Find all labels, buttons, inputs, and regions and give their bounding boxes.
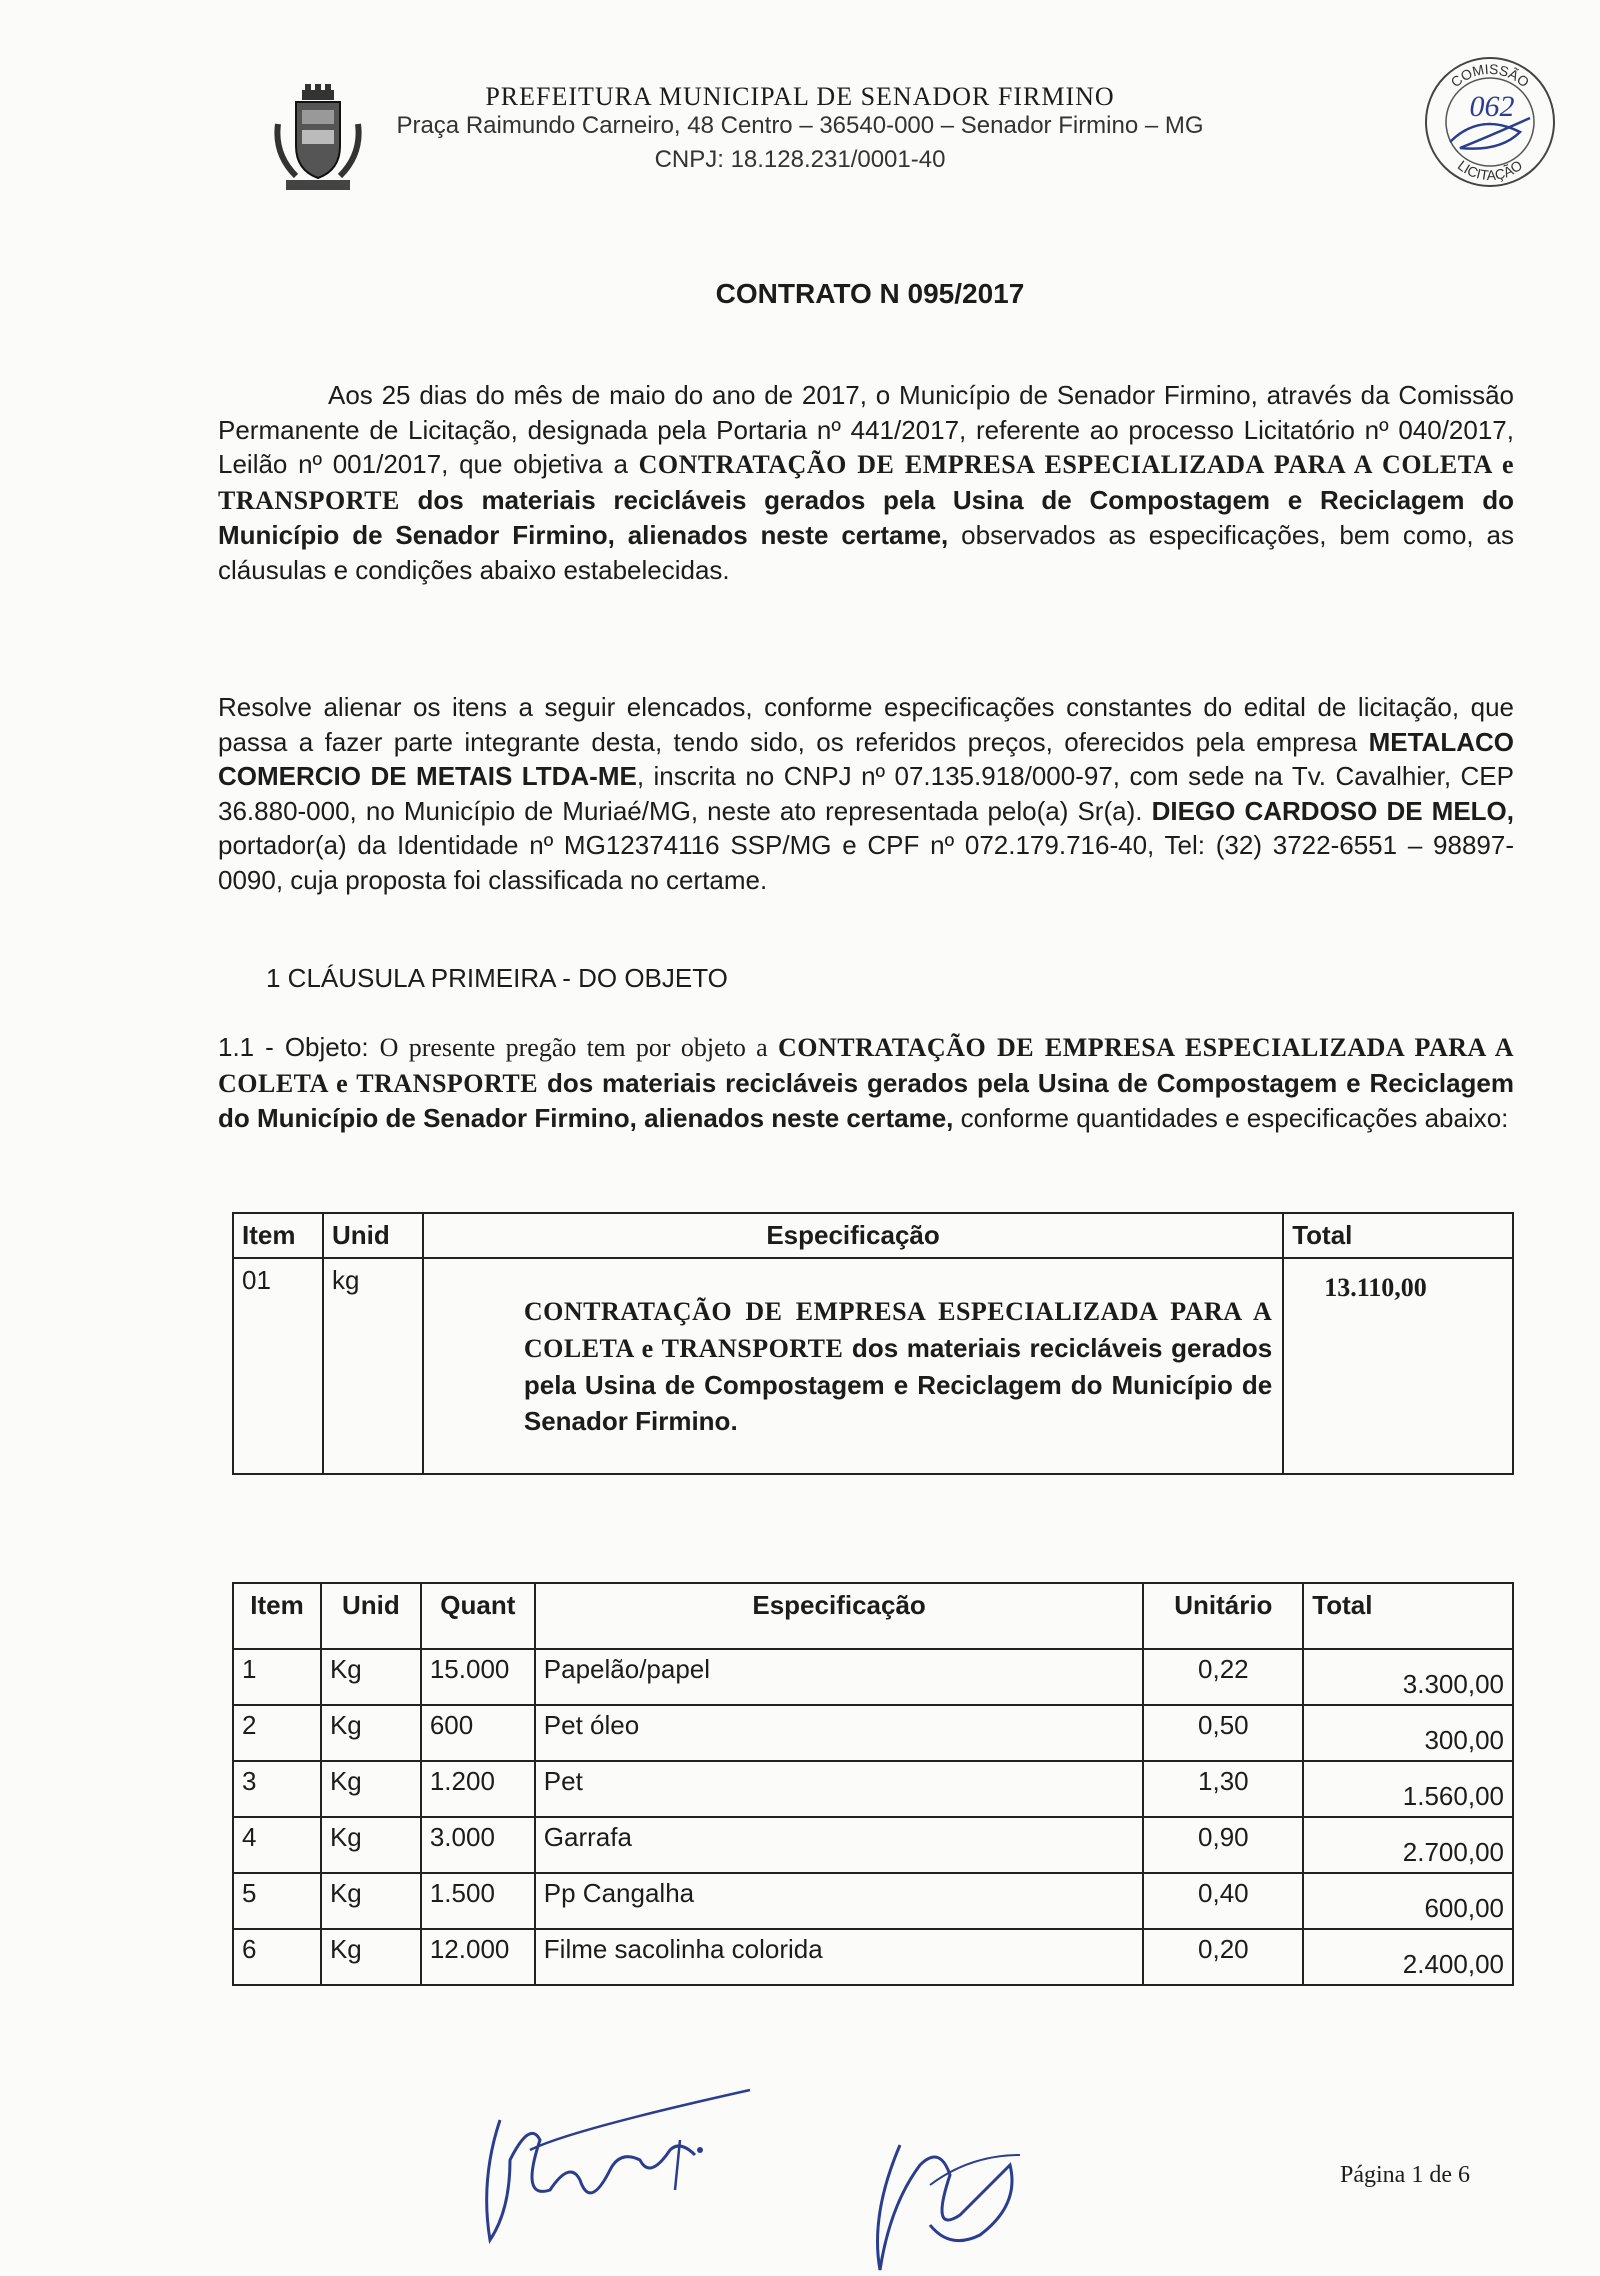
cell-spec: Filme sacolinha colorida [535, 1929, 1144, 1985]
clause-1-1-paragraph [218, 1030, 1514, 1136]
cell-unit: 0,40 [1143, 1873, 1303, 1929]
cell-unid: kg [323, 1258, 423, 1474]
cell-quant: 15.000 [421, 1649, 535, 1705]
cell-spec-bold: dos materiais recicláveis gerados pela Usina de Compostagem e Reciclagem do Município de Senador Firmino. [523, 1333, 1273, 1436]
col-header-item: Item [233, 1583, 321, 1649]
signature-contractor [470, 2080, 760, 2255]
items-table [232, 1582, 1514, 1986]
cell-total: 300,00 [1303, 1705, 1513, 1761]
intro-text-a: Aos 25 dias do mês de maio do ano de 2017, o Município de Senador Firmino, através da Comissão Permanente de Licitação, designada pela Portaria nº 441/2017, referente ao processo Licitatório nº 040/2017, Leilão nº 001/2017, que objetiva a [218, 380, 1514, 479]
stamp-top-text: COMISSÃO [1447, 60, 1533, 91]
signature-municipality [860, 2125, 1030, 2275]
cell-unid: Kg [321, 1817, 421, 1873]
cell-total: 1.560,00 [1303, 1761, 1513, 1817]
col-header-item: Item [233, 1213, 323, 1258]
clause-1-1-caps: CONTRATAÇÃO DE EMPRESA ESPECIALIZADA PARA A COLETA e TRANSPORTE [218, 1033, 1514, 1098]
col-header-quant: Quant [421, 1583, 535, 1649]
clause-1-heading: 1 CLÁUSULA PRIMEIRA - DO OBJETO [266, 963, 728, 993]
resolve-text-c: portador(a) da Identidade nº MG12374116 SSP/MG e CPF nº 072.179.716-40, Tel: (32) 3722-6551 – 98897-0090, cuja proposta foi classificada no certame. [218, 830, 1514, 895]
cell-item: 5 [233, 1873, 321, 1929]
cell-quant: 1.200 [421, 1761, 535, 1817]
cell-total: 3.300,00 [1303, 1649, 1513, 1705]
cell-unid: Kg [321, 1649, 421, 1705]
cell-item: 01 [233, 1258, 323, 1474]
table-header-row [233, 1583, 1513, 1649]
cell-spec: Papelão/papel [535, 1649, 1144, 1705]
cell-total: 2.400,00 [1303, 1929, 1513, 1985]
cell-total: 2.700,00 [1303, 1817, 1513, 1873]
cell-unid: Kg [321, 1929, 421, 1985]
col-header-total: Total [1303, 1583, 1513, 1649]
cell-spec-caps: CONTRATAÇÃO DE EMPRESA ESPECIALIZADA PARA A COLETA e TRANSPORTE [523, 1297, 1273, 1363]
cell-unid: Kg [321, 1761, 421, 1817]
table-row [233, 1761, 1513, 1817]
col-header-unid: Unid [323, 1213, 423, 1258]
cell-total: 13.110,00 [1283, 1258, 1513, 1474]
col-header-unit: Unitário [1143, 1583, 1303, 1649]
resolve-paragraph [218, 690, 1514, 897]
col-header-unid: Unid [321, 1583, 421, 1649]
cell-unit: 0,90 [1143, 1817, 1303, 1873]
cell-unit: 0,20 [1143, 1929, 1303, 1985]
table-row [233, 1258, 1513, 1474]
cell-spec: Garrafa [535, 1817, 1144, 1873]
cell-unit: 0,50 [1143, 1705, 1303, 1761]
col-header-spec: Especificação [535, 1583, 1144, 1649]
header-cnpj: CNPJ: 18.128.231/0001-40 [654, 146, 946, 173]
resolve-text-b: , inscrita no CNPJ nº 07.135.918/000-97, com sede na Tv. Cavalhier, CEP 36.880-000, no Município de Muriaé/MG, neste ato representada pelo(a) Sr(a). [218, 761, 1514, 826]
cell-spec [423, 1258, 1283, 1474]
cell-spec: Pet óleo [535, 1705, 1144, 1761]
table-row [233, 1817, 1513, 1873]
cell-quant: 600 [421, 1705, 535, 1761]
cell-quant: 3.000 [421, 1817, 535, 1873]
cell-item: 3 [233, 1761, 321, 1817]
cell-total: 600,00 [1303, 1873, 1513, 1929]
table-row [233, 1873, 1513, 1929]
cell-spec: Pet [535, 1761, 1144, 1817]
table-row [233, 1705, 1513, 1761]
intro-text-bold: dos materiais recicláveis gerados pela Usina de Compostagem e Reciclagem do Município de Senador Firmino, alienados neste certame, [218, 484, 1514, 550]
stamp-number: 062 [1469, 90, 1515, 123]
cell-quant: 1.500 [421, 1873, 535, 1929]
cell-unit: 0,22 [1143, 1649, 1303, 1705]
stamp-bottom-text: LICITAÇÃO [1454, 156, 1526, 184]
cell-unid: Kg [321, 1873, 421, 1929]
cell-item: 6 [233, 1929, 321, 1985]
cell-item: 2 [233, 1705, 321, 1761]
cell-unid: Kg [321, 1705, 421, 1761]
resolve-company: METALACO COMERCIO DE METAIS LTDA-ME [218, 726, 1514, 791]
clause-1-1-text-b: conforme quantidades e especificações abaixo: [953, 1103, 1509, 1133]
table-header-row [233, 1213, 1513, 1258]
table-row [233, 1649, 1513, 1705]
header-org-name: PREFEITURA MUNICIPAL DE SENADOR FIRMINO [485, 82, 1115, 111]
contract-title: CONTRATO N 095/2017 [715, 278, 1025, 309]
cell-spec: Pp Cangalha [535, 1873, 1144, 1929]
resolve-text-a: Resolve alienar os itens a seguir elencados, conforme especificações constantes do edital de licitação, que passa a fazer parte integrante desta, tendo sido, os referidos preços, oferecidos pela empresa [218, 692, 1514, 757]
col-header-total: Total [1283, 1213, 1513, 1258]
col-header-spec: Especificação [423, 1213, 1283, 1258]
svg-text:LICITAÇÃO [1455, 157, 1526, 183]
cell-unit: 1,30 [1143, 1761, 1303, 1817]
clause-1-1-serif: O presente pregão tem por objeto a [379, 1033, 778, 1062]
table-row [233, 1929, 1513, 1985]
cell-item: 4 [233, 1817, 321, 1873]
intro-paragraph [218, 378, 1514, 587]
page-number: Página 1 de 6 [1340, 2162, 1470, 2188]
cell-quant: 12.000 [421, 1929, 535, 1985]
object-table [232, 1212, 1514, 1475]
clause-1-1-bold: dos materiais recicláveis gerados pela Usina de Compostagem e Reciclagem do Município de Senador Firmino, alienados neste certame, [218, 1067, 1514, 1133]
commission-stamp [1420, 52, 1560, 192]
clause-1-1-label: 1.1 - Objeto: [218, 1032, 380, 1062]
cell-item: 1 [233, 1649, 321, 1705]
header-address: Praça Raimundo Carneiro, 48 Centro – 36540-000 – Senador Firmino – MG [396, 112, 1204, 139]
intro-text-b: observados as especificações, bem como, as cláusulas e condições abaixo estabelecidas. [218, 520, 1514, 585]
resolve-representative: DIEGO CARDOSO DE MELO, [1151, 795, 1514, 826]
intro-text-caps: CONTRATAÇÃO DE EMPRESA ESPECIALIZADA PARA A COLETA e TRANSPORTE [218, 450, 1514, 515]
